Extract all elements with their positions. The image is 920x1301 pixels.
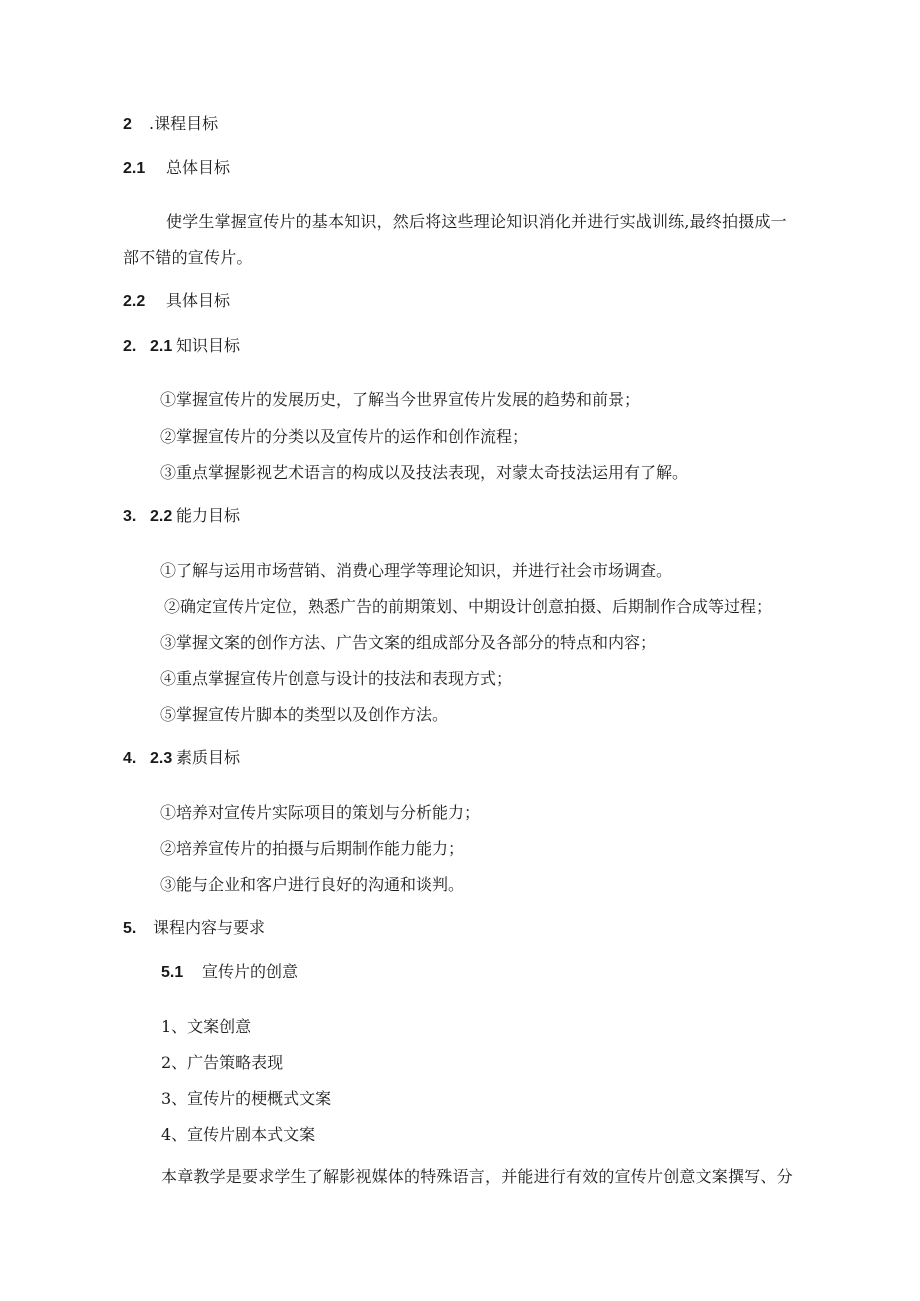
heading-overall-objective bbox=[123, 158, 230, 179]
heading-number: 2 bbox=[123, 116, 132, 133]
heading-title: 总体目标 bbox=[166, 158, 231, 177]
heading-knowledge-objectives bbox=[123, 336, 240, 357]
knowledge-item: ③重点掌握影视艺术语言的构成以及技法表现，对蒙太奇技法运用有了解。 bbox=[160, 463, 689, 482]
knowledge-item: ①掌握宣传片的发展历史，了解当今世界宣传片发展的趋势和前景； bbox=[160, 390, 641, 409]
overall-objective-paragraph-line-1: 使学生掌握宣传片的基本知识，然后将这些理论知识消化并进行实战训练,最终拍摄成一 bbox=[166, 212, 787, 231]
heading-title: .课程目标 bbox=[149, 114, 219, 133]
quality-item: ③能与企业和客户进行良好的沟通和谈判。 bbox=[160, 875, 465, 894]
heading-ability-objectives bbox=[123, 506, 240, 527]
heading-number: 3. bbox=[123, 508, 137, 525]
heading-number: 5. bbox=[123, 920, 137, 937]
heading-title: 课程内容与要求 bbox=[153, 918, 266, 937]
heading-subnumber: 2.2 bbox=[150, 508, 173, 525]
creativity-item: 4、宣传片剧本式文案 bbox=[161, 1125, 316, 1144]
knowledge-item: ②掌握宣传片的分类以及宣传片的运作和创作流程； bbox=[160, 427, 529, 446]
heading-number: 4. bbox=[123, 750, 137, 767]
heading-subnumber: 2.1 bbox=[150, 338, 173, 355]
heading-title: 宣传片的创意 bbox=[202, 962, 299, 981]
heading-title: 能力目标 bbox=[176, 506, 241, 525]
creativity-item: 2、广告策略表现 bbox=[161, 1053, 284, 1072]
heading-course-objectives bbox=[123, 114, 218, 135]
heading-title: 知识目标 bbox=[176, 336, 241, 355]
heading-promo-creativity bbox=[161, 962, 298, 983]
quality-item: ②培养宣传片的拍摄与后期制作能力能力； bbox=[160, 839, 465, 858]
heading-title: 素质目标 bbox=[176, 748, 241, 767]
creativity-item: 3、宣传片的梗概式文案 bbox=[161, 1089, 332, 1108]
ability-item: ①了解与运用市场营销、消费心理学等理论知识，并进行社会市场调查。 bbox=[160, 561, 673, 580]
heading-course-content bbox=[123, 918, 265, 939]
heading-number: 5.1 bbox=[161, 964, 184, 981]
heading-number: 2.1 bbox=[123, 160, 146, 177]
quality-item: ①培养对宣传片实际项目的策划与分析能力； bbox=[160, 803, 481, 822]
heading-quality-objectives bbox=[123, 748, 240, 769]
ability-item: ④重点掌握宣传片创意与设计的技法和表现方式； bbox=[160, 669, 513, 688]
heading-subnumber: 2.3 bbox=[150, 750, 173, 767]
chapter-teaching-paragraph: 本章教学是要求学生了解影视媒体的特殊语言，并能进行有效的宣传片创意文案撰写、分 bbox=[161, 1167, 793, 1186]
heading-number: 2. bbox=[123, 338, 137, 355]
heading-number: 2.2 bbox=[123, 293, 146, 310]
heading-specific-objectives bbox=[123, 291, 230, 312]
ability-item: ③掌握文案的创作方法、广告文案的组成部分及各部分的特点和内容； bbox=[160, 633, 657, 652]
overall-objective-paragraph-line-2: 部不错的宣传片。 bbox=[123, 248, 253, 267]
ability-item: ⑤掌握宣传片脚本的类型以及创作方法。 bbox=[160, 705, 449, 724]
ability-item: ②确定宣传片定位，熟悉广告的前期策划、中期设计创意拍摄、后期制作合成等过程； bbox=[164, 597, 773, 616]
creativity-item: 1、文案创意 bbox=[161, 1017, 252, 1036]
heading-title: 具体目标 bbox=[166, 291, 231, 310]
